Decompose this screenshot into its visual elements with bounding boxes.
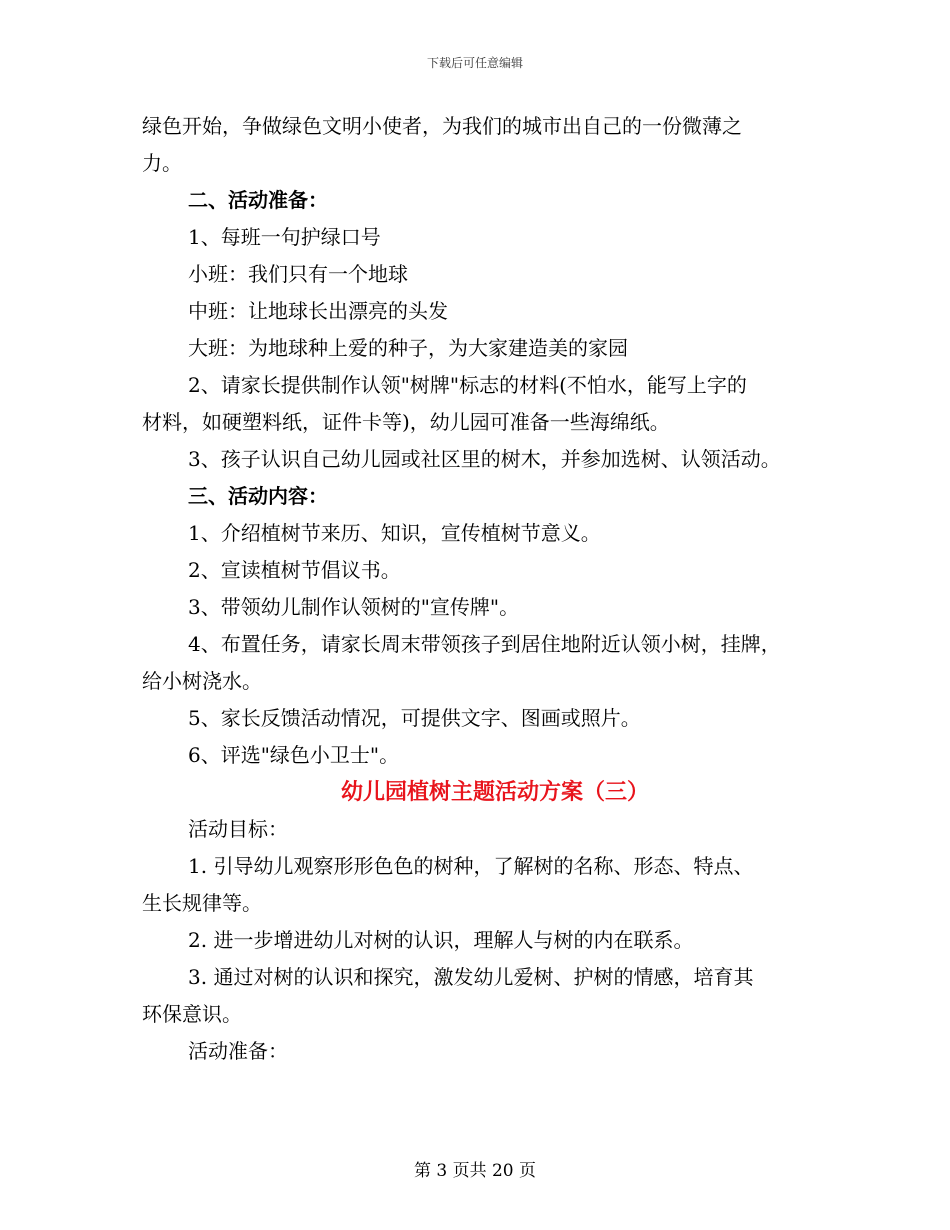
paragraph: 活动准备：	[188, 1039, 288, 1063]
paragraph: 5、家长反馈活动情况，可提供文字、图画或照片。	[188, 706, 641, 730]
paragraph: 3、孩子认识自己幼儿园或社区里的树木，并参加选树、认领活动。	[188, 447, 781, 471]
paragraph: 绿色开始，争做绿色文明小使者，为我们的城市出自己的一份微薄之	[142, 114, 742, 138]
paragraph: 活动目标：	[188, 817, 288, 841]
paragraph: 给小树浇水。	[142, 669, 262, 693]
paragraph: 3、带领幼儿制作认领树的"宣传牌"。	[188, 595, 520, 619]
section-title: 幼儿园植树主题活动方案（三）	[340, 779, 649, 805]
page-number: 第 3 页共 20 页	[413, 1161, 537, 1181]
paragraph: 4、布置任务，请家长周末带领孩子到居住地附近认领小树，挂牌，	[188, 632, 781, 656]
paragraph: 材料，如硬塑料纸，证件卡等)，幼儿园可准备一些海绵纸。	[142, 410, 670, 434]
page-header-note: 下载后可任意编辑	[426, 56, 523, 70]
paragraph: 小班：我们只有一个地球	[188, 262, 408, 286]
paragraph: 中班：让地球长出漂亮的头发	[188, 299, 448, 323]
paragraph: 1、介绍植树节来历、知识，宣传植树节意义。	[188, 521, 601, 545]
paragraph: 6、评选"绿色小卫士"。	[188, 743, 400, 767]
paragraph: 2、宣读植树节倡议书。	[188, 558, 401, 582]
paragraph: 生长规律等。	[142, 891, 262, 915]
section-heading: 二、活动准备：	[188, 188, 328, 212]
paragraph: 1、每班一句护绿口号	[188, 225, 381, 249]
section-heading: 三、活动内容：	[188, 484, 328, 508]
paragraph: 3. 通过对树的认识和探究，激发幼儿爱树、护树的情感，培育其	[188, 965, 754, 989]
paragraph: 环保意识。	[142, 1002, 242, 1026]
paragraph: 大班：为地球种上爱的种子，为大家建造美的家园	[188, 336, 628, 360]
document-body	[142, 108, 822, 1070]
paragraph: 1. 引导幼儿观察形形色色的树种，了解树的名称、形态、特点、	[188, 854, 754, 878]
paragraph: 2. 进一步增进幼儿对树的认识，理解人与树的内在联系。	[188, 928, 694, 952]
paragraph: 力。	[142, 151, 182, 175]
paragraph: 2、请家长提供制作认领"树牌"标志的材料(不怕水，能写上字的	[188, 373, 747, 397]
